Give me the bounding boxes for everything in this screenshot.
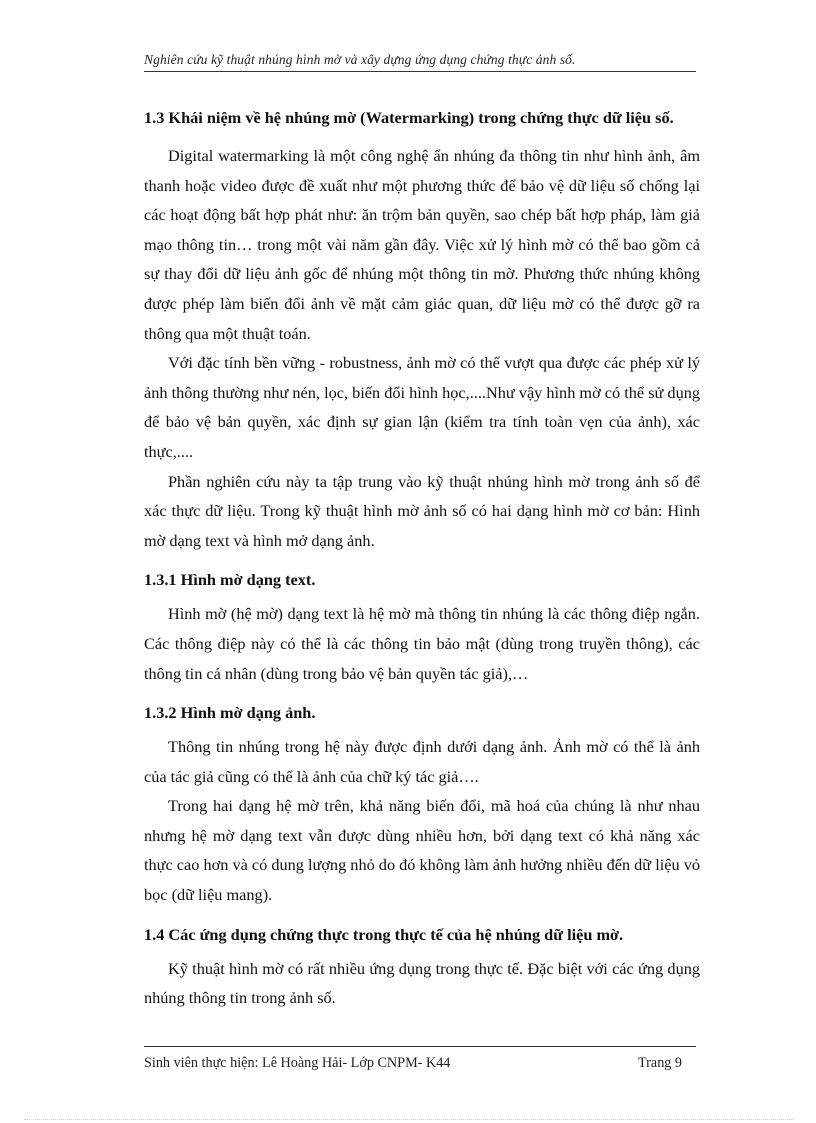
paragraph: Thông tin nhúng trong hệ này được định dưới dạng ảnh. Ảnh mờ có thể là ảnh của tác giả cũng có thể là ảnh của chữ ký tác giả….: [144, 737, 700, 786]
paragraph: Trong hai dạng hệ mờ trên, khả năng biến đổi, mã hoá của chúng là như nhau nhưng hệ mờ dạng text vẫn được dùng nhiều hơn, bởi dạng text có khả năng xác thực cao hơn và có dung lượng nhỏ do đó không làm ảnh hưởng nhiều đến dữ liệu vỏ bọc (dữ liệu mang).: [144, 796, 700, 905]
heading-1-3-1: 1.3.1 Hình mờ dạng text.: [144, 570, 316, 590]
paragraph: Phần nghiên cứu này ta tập trung vào kỹ thuật nhúng hình mờ trong ảnh số để xác thực dữ liệu. Trong kỹ thuật hình mờ ảnh số có hai dạng hình mờ cơ bản: Hình mờ dạng text và hình mở dạng ảnh.: [144, 471, 700, 550]
footer-rule: [144, 1046, 696, 1047]
page-edge-divider: [24, 1119, 794, 1120]
heading-1-3: 1.3 Khái niệm về hệ nhúng mờ (Watermarking) trong chứng thực dữ liệu số.: [144, 108, 674, 127]
heading-1-3-2: 1.3.2 Hình mờ dạng ảnh.: [144, 703, 316, 723]
paragraph: Kỹ thuật hình mờ có rất nhiều ứng dụng trong thực tế. Đặc biệt với các ứng dụng nhúng thông tin trong ảnh số.: [144, 958, 700, 1008]
paragraph: Hình mờ (hệ mờ) dạng text là hệ mờ mà thông tin nhúng là các thông điệp ngắn. Các thông điệp này có thể là các thông tin bảo mật (dùng trong truyền thông), các thông tin cá nhân (dùng trong bảo vệ bản quyền tác giả),…: [144, 604, 700, 683]
paragraph: Với đặc tính bền vững - robustness, ảnh mờ có thể vượt qua được các phép xử lý ảnh thông thường như nén, lọc, biến đổi hình học,....Như vậy hình mờ có thể sử dụng để bảo vệ bản quyền, xác định sự gian lận (kiểm tra tính toàn vẹn của ảnh), xác thực,....: [144, 353, 700, 461]
footer-author: Sinh viên thực hiện: Lê Hoàng Hải- Lớp CNPM- K44: [144, 1055, 451, 1071]
paragraph: Digital watermarking là một công nghệ ẩn nhúng đa thông tin như hình ảnh, âm thanh hoặc video được đề xuất như một phương thức để bảo vệ dữ liệu số chống lại các hoạt động bất hợp phát như: ăn trộm bản quyền, sao chép bất hợp pháp, làm giả mạo thông tin… trong một vài năm gần đây. Việc xử lý hình mờ có thể bao gồm cả sự thay đổi dữ liệu ảnh gốc để nhúng một thông tin mờ. Phương thức nhúng không được phép làm biến đổi ảnh về mặt cảm giác quan, dữ liệu mờ có thể được gỡ ra thông qua một thuật toán.: [144, 146, 700, 343]
page-body: [144, 103, 700, 1013]
running-header: Nghiên cứu kỹ thuật nhúng hình mờ và xây dựng ứng dụng chứng thực ảnh số.: [144, 52, 576, 67]
page-number: Trang 9: [638, 1055, 683, 1071]
header-rule: [144, 71, 696, 72]
heading-1-4: 1.4 Các ứng dụng chứng thực trong thực tế của hệ nhúng dữ liệu mờ.: [144, 924, 624, 944]
